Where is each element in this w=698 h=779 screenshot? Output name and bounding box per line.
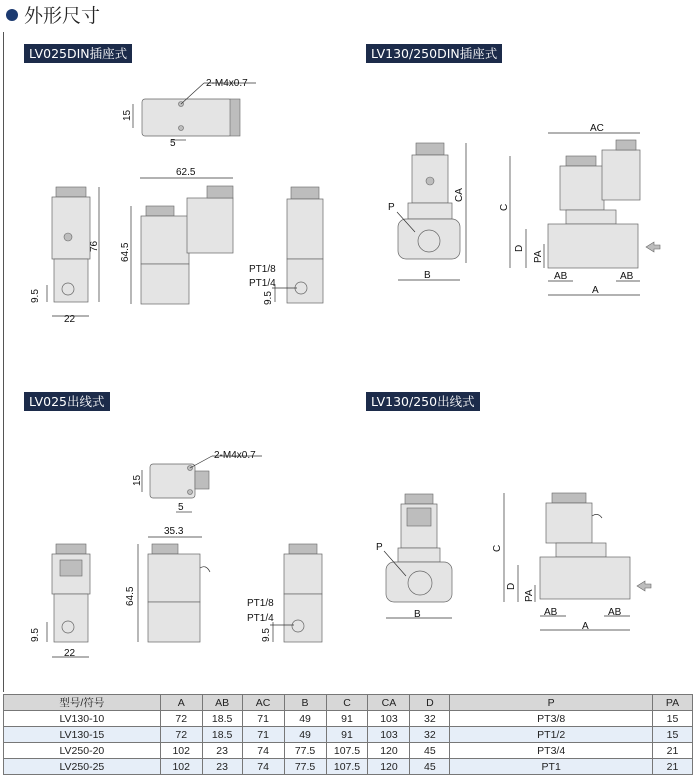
label-a-2: A bbox=[582, 621, 589, 632]
header-d: D bbox=[410, 695, 450, 711]
dim-64-5-b: 64.5 bbox=[125, 586, 136, 606]
label-pa: PA bbox=[533, 250, 544, 263]
section-label-lv025-wire: LV025出线式 bbox=[24, 392, 110, 411]
table-cell: 72 bbox=[160, 711, 202, 727]
table-cell: 74 bbox=[242, 759, 284, 775]
label-p-2: P bbox=[376, 542, 383, 553]
dim-15-b: 15 bbox=[132, 474, 143, 486]
header-b: B bbox=[284, 695, 326, 711]
table-cell: LV130-15 bbox=[4, 727, 161, 743]
section-label-lv130-250-din: LV130/250DIN插座式 bbox=[366, 44, 502, 63]
label-d-2: D bbox=[506, 582, 517, 590]
section-label-lv130-250-wire: LV130/250出线式 bbox=[366, 392, 480, 411]
thread-label: 2-M4x0.7 bbox=[206, 78, 248, 89]
table-header-row bbox=[4, 695, 693, 711]
pt-1-8-label: PT1/8 bbox=[249, 264, 276, 275]
label-d: D bbox=[514, 244, 525, 252]
table-cell: 18.5 bbox=[202, 727, 242, 743]
dim-9-5: 9.5 bbox=[30, 289, 41, 303]
table-cell: 45 bbox=[410, 743, 450, 759]
table-cell: 71 bbox=[242, 711, 284, 727]
table-cell: 49 bbox=[284, 727, 326, 743]
dim-15: 15 bbox=[122, 109, 133, 121]
header-pa: PA bbox=[652, 695, 692, 711]
table-cell: 71 bbox=[242, 727, 284, 743]
table-cell: PT1/2 bbox=[450, 727, 653, 743]
label-ac: AC bbox=[590, 123, 604, 134]
label-ab-2: AB bbox=[620, 271, 634, 282]
lv025-wire-top-view bbox=[132, 450, 262, 513]
dim-9-5-d: 9.5 bbox=[261, 628, 272, 642]
table-cell: 23 bbox=[202, 759, 242, 775]
section-label-lv025-din: LV025DIN插座式 bbox=[24, 44, 132, 63]
lv025-wire-end-view bbox=[247, 544, 322, 642]
lv130-250-din-side-view bbox=[388, 143, 466, 281]
table-cell: 18.5 bbox=[202, 711, 242, 727]
dimensions-table bbox=[3, 694, 693, 775]
table-cell: 23 bbox=[202, 743, 242, 759]
pt-1-8-label-2: PT1/8 bbox=[247, 598, 274, 609]
table-row bbox=[4, 743, 693, 759]
table-row bbox=[4, 759, 693, 775]
lv025-wire-front-view bbox=[125, 526, 210, 642]
header-c: C bbox=[326, 695, 368, 711]
lv025-din-top-view bbox=[122, 78, 256, 149]
table-cell: LV250-20 bbox=[4, 743, 161, 759]
label-ab: AB bbox=[554, 271, 568, 282]
table-cell: 72 bbox=[160, 727, 202, 743]
table-row bbox=[4, 711, 693, 727]
label-pa-2: PA bbox=[524, 589, 535, 602]
header-ac: AC bbox=[242, 695, 284, 711]
header-a: A bbox=[160, 695, 202, 711]
table-row bbox=[4, 727, 693, 743]
table-cell: 32 bbox=[410, 711, 450, 727]
table-cell: 120 bbox=[368, 759, 410, 775]
table-cell: 21 bbox=[652, 743, 692, 759]
table-cell: 77.5 bbox=[284, 743, 326, 759]
header-model: 型号/符号 bbox=[4, 695, 161, 711]
table-cell: 77.5 bbox=[284, 759, 326, 775]
label-c: C bbox=[499, 203, 510, 211]
dim-76: 76 bbox=[89, 240, 100, 252]
lv130-250-din-front-view bbox=[499, 123, 660, 296]
thread-label-2: 2-M4x0.7 bbox=[214, 450, 256, 461]
table-cell: 103 bbox=[368, 727, 410, 743]
dim-5-b: 5 bbox=[178, 502, 184, 513]
dim-35-3: 35.3 bbox=[164, 526, 184, 537]
dim-22: 22 bbox=[64, 314, 76, 325]
label-ca: CA bbox=[454, 188, 465, 202]
lv025-din-end-view bbox=[249, 187, 323, 305]
pt-1-4-label: PT1/4 bbox=[249, 278, 276, 289]
lv025-din-front-view bbox=[120, 167, 233, 304]
dim-22-b: 22 bbox=[64, 648, 76, 659]
table-cell: 45 bbox=[410, 759, 450, 775]
dim-62-5: 62.5 bbox=[176, 167, 196, 178]
page-title-text: 外形尺寸 bbox=[24, 5, 101, 27]
table-cell: PT3/8 bbox=[450, 711, 653, 727]
label-ab-4: AB bbox=[608, 607, 622, 618]
lv025-din-side-view bbox=[30, 187, 100, 325]
table-cell: PT3/4 bbox=[450, 743, 653, 759]
table-cell: 107.5 bbox=[326, 743, 368, 759]
table-cell: 15 bbox=[652, 727, 692, 743]
label-b-2: B bbox=[414, 609, 421, 620]
table-cell: LV250-25 bbox=[4, 759, 161, 775]
table-cell: 74 bbox=[242, 743, 284, 759]
table-cell: 103 bbox=[368, 711, 410, 727]
lv025-wire-side-view bbox=[30, 544, 90, 659]
table-cell: LV130-10 bbox=[4, 711, 161, 727]
lv130-250-wire-side-view bbox=[376, 494, 452, 620]
table-cell: 91 bbox=[326, 711, 368, 727]
dim-5: 5 bbox=[170, 138, 176, 149]
table-cell: 21 bbox=[652, 759, 692, 775]
table-cell: 49 bbox=[284, 711, 326, 727]
header-ca: CA bbox=[368, 695, 410, 711]
table-cell: 102 bbox=[160, 759, 202, 775]
table-cell: 15 bbox=[652, 711, 692, 727]
dim-64-5: 64.5 bbox=[120, 242, 131, 262]
lv130-250-wire-front-view bbox=[492, 493, 651, 632]
label-a: A bbox=[592, 285, 599, 296]
label-c-2: C bbox=[492, 544, 503, 552]
table-cell: 91 bbox=[326, 727, 368, 743]
dim-9-5-c: 9.5 bbox=[30, 628, 41, 642]
table-cell: 32 bbox=[410, 727, 450, 743]
dim-9-5-b: 9.5 bbox=[263, 291, 274, 305]
table-cell: PT1 bbox=[450, 759, 653, 775]
label-b: B bbox=[424, 270, 431, 281]
header-ab: AB bbox=[202, 695, 242, 711]
table-cell: 102 bbox=[160, 743, 202, 759]
header-p: P bbox=[450, 695, 653, 711]
table-cell: 120 bbox=[368, 743, 410, 759]
table-cell: 107.5 bbox=[326, 759, 368, 775]
label-ab-3: AB bbox=[544, 607, 558, 618]
pt-1-4-label-2: PT1/4 bbox=[247, 613, 274, 624]
label-p: P bbox=[388, 202, 395, 213]
